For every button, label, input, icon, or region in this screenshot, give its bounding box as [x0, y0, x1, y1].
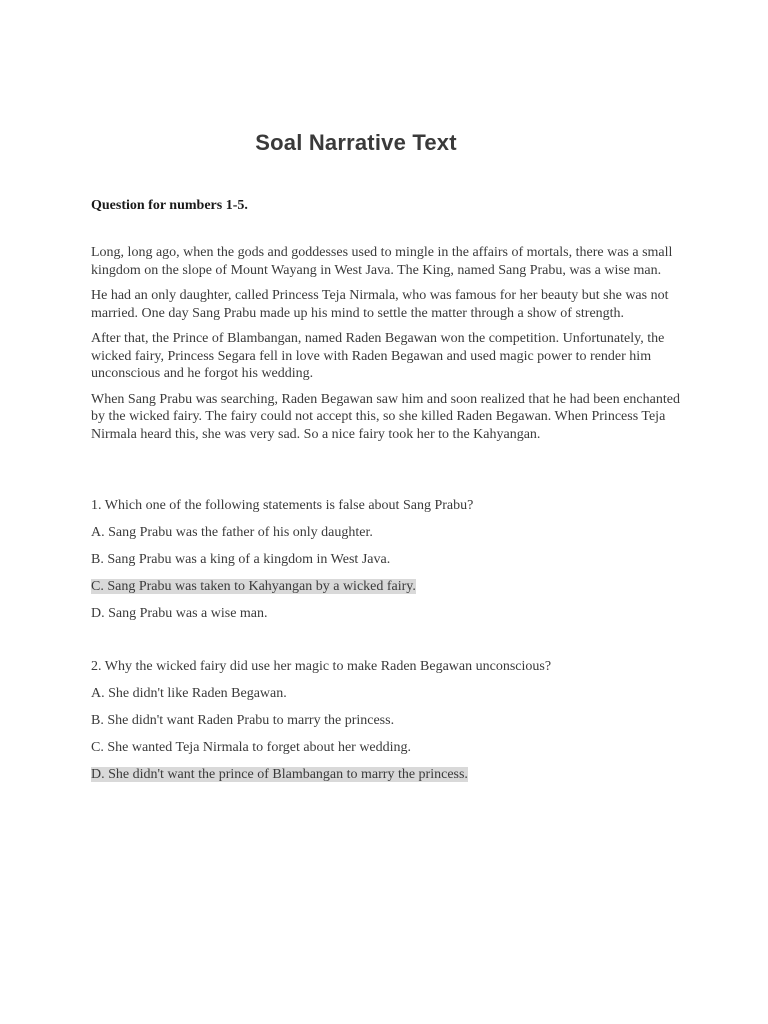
story-text — [91, 244, 681, 451]
answer-option-c — [91, 739, 691, 757]
question-1 — [91, 497, 691, 632]
answer-option-c — [91, 578, 691, 596]
option-text: C. She wanted Teja Nirmala to forget about her wedding. — [91, 740, 412, 755]
page-title: Soal Narrative Text — [255, 130, 457, 155]
option-text: B. She didn't want Raden Prabu to marry the princess. — [91, 713, 395, 728]
option-text: D. Sang Prabu was a wise man. — [91, 606, 268, 621]
answer-option-b — [91, 551, 691, 569]
story-paragraph: He had an only daughter, called Princess Teja Nirmala, who was famous for her beauty but she was not married. One day Sang Prabu made up his mind to settle the matter through a show of strength. — [91, 288, 669, 321]
question-text: 1. Which one of the following statements is false about Sang Prabu? — [91, 498, 474, 513]
option-text: A. She didn't like Raden Begawan. — [91, 686, 287, 701]
option-text: A. Sang Prabu was the father of his only daughter. — [91, 525, 373, 540]
story-paragraph: When Sang Prabu was searching, Raden Begawan saw him and soon realized that he had been enchanted by the wicked fairy. The fairy could not accept this, so she killed Raden Begawan. When Princess Teja Nirmala heard this, she was very sad. So a nice fairy took her to the Kahyangan. — [91, 391, 680, 442]
question-text: 2. Why the wicked fairy did use her magic to make Raden Begawan unconscious? — [91, 659, 552, 674]
question-2 — [91, 658, 691, 793]
answer-option-b — [91, 712, 691, 730]
answer-option-d — [91, 766, 691, 784]
option-text: B. Sang Prabu was a king of a kingdom in West Java. — [91, 552, 391, 567]
answer-option-d — [91, 605, 691, 623]
story-paragraph: After that, the Prince of Blambangan, named Raden Begawan won the competition. Unfortunately, the wicked fairy, Princess Segara fell in love with Raden Begawan and used magic power to render him unconscious and he forgot his wedding. — [91, 331, 665, 381]
answer-option-a — [91, 685, 691, 703]
answer-option-a — [91, 524, 691, 542]
option-text: D. She didn't want the prince of Blambangan to marry the princess. — [91, 767, 468, 782]
option-text: C. Sang Prabu was taken to Kahyangan by a wicked fairy. — [91, 579, 416, 594]
question-section-header: Question for numbers 1-5. — [91, 198, 248, 213]
story-paragraph: Long, long ago, when the gods and goddesses used to mingle in the affairs of mortals, there was a small kingdom on the slope of Mount Wayang in West Java. The King, named Sang Prabu, was a wise man. — [91, 245, 673, 278]
